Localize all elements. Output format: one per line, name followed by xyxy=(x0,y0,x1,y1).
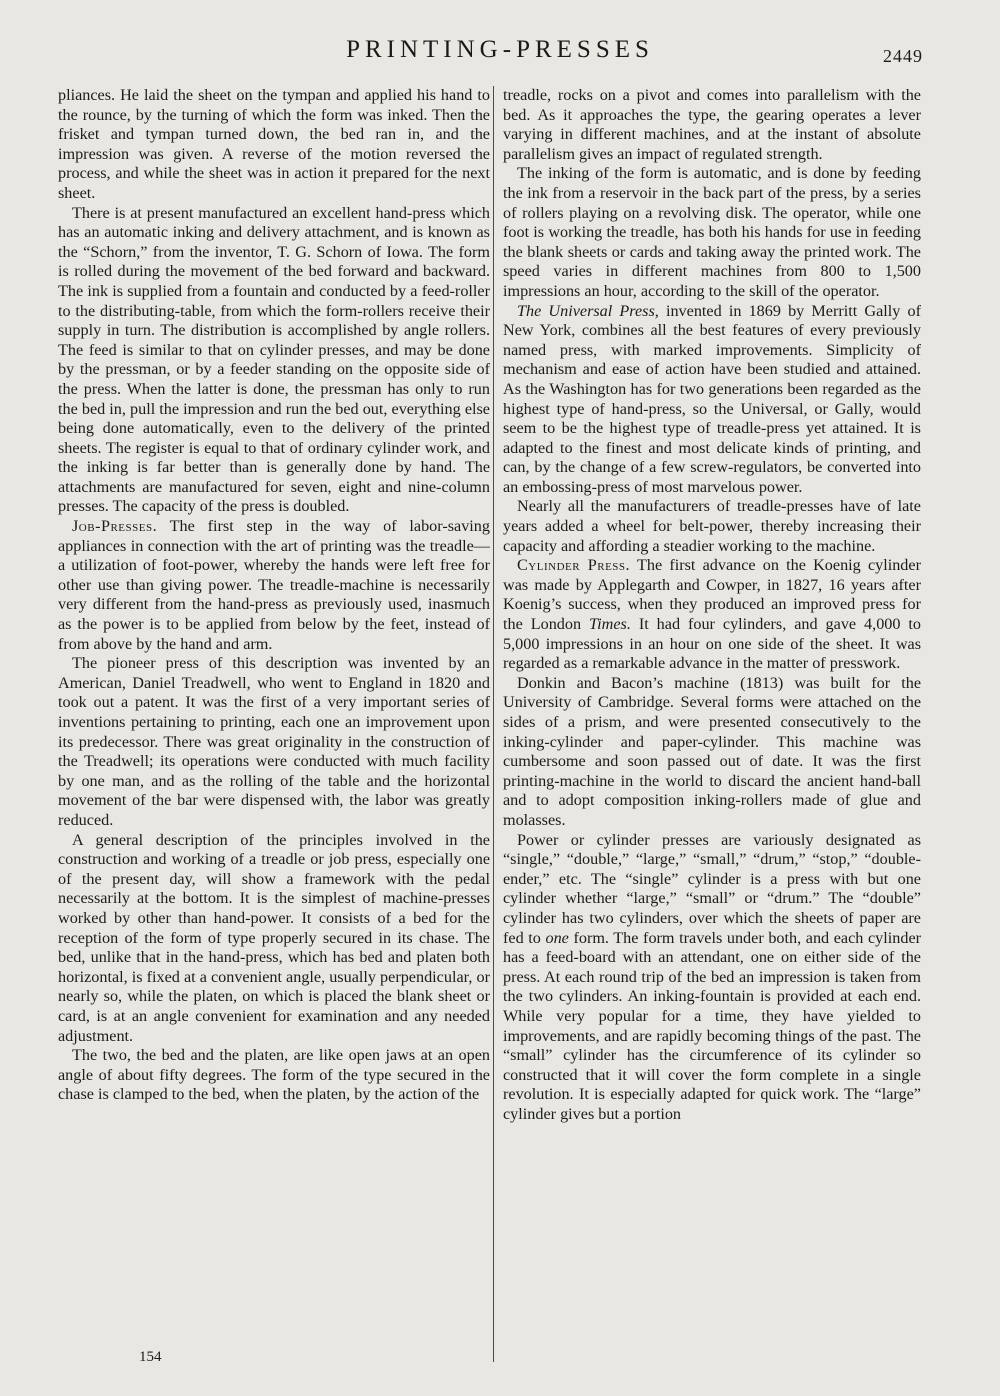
paragraph: The inking of the form is automatic, and is done by feeding the ink from a reservoir in the back part of the press, by a series of rollers playing on a revolving disk. The operator, while one foot is working the treadle, has both his hands for use in feeding the blank sheets or cards and taking away the printed work. The speed varies in different machines from 800 to 1,500 impressions an hour, according to the skill of the operator. xyxy=(503,164,921,300)
paragraph-text: It had four cylinders, and gave 4,000 to 5,000 impressions in an hour on one side of the sheet. It was regarded as a remarkable advance in the matter of presswork. xyxy=(503,615,922,673)
paragraph-text: form. The form travels under both, and each cylinder has a feed-board with an attendant, one on either side of the press. At each round trip of the bed an impression is taken from the two cylinders. An inking-fountain is provided at each end. While very popular for a time, they have yielded to improvements, and are rapidly becoming things of the past. The “small” cylinder has the circumference of its cylinder so constructed that it will cover the form complete in a single revolution. It is especially adapted for quick work. The “large” cylinder gives but a portion xyxy=(503,928,922,1123)
paragraph xyxy=(503,302,921,498)
column-divider xyxy=(493,86,494,1362)
paragraph xyxy=(58,517,490,654)
paragraph: The pioneer press of this description was invented by an American, Daniel Treadwell, who went to England in 1820 and took out a patent. It was the first of a very important series of inventions pertaining to printing, each one an improvement upon its predecessor. There was great originality in the construction of the Treadwell; its operations were conducted with much facility by one man, and as the rolling of the table and the horizontal movement of the bar were dispensed with, the labor was greatly reduced. xyxy=(58,654,490,829)
paragraph: The two, the bed and the platen, are like open jaws at an open angle of about fifty degrees. The form of the type secured in the chase is clamped to the bed, when the platen, by the action of the xyxy=(58,1046,490,1104)
paragraph: Donkin and Bacon’s machine (1813) was built for the University of Cambridge. Several forms were attached on the sides of a prism, and were presented consecutively to the inking-cylinder and paper-cylinder. This machine was cumbersome and soon passed out of date. It was the first printing-machine in the world to discard the ancient hand-ball and to adopt composition inking-rollers made of glue and molasses. xyxy=(503,673,921,829)
paragraph-text: The first step in the way of labor-saving appliances in connection with the art of printing was the treadle—a utilization of foot-power, whereby the hands were left free for other use than giving power. The treadle-machine is necessarily very different from the hand-press as previously used, inasmuch as the power is to be applied from below by the feet, instead of from above by the hand and arm. xyxy=(58,517,490,653)
page-number: 2449 xyxy=(883,46,923,66)
paragraph: treadle, rocks on a pivot and comes into parallelism with the bed. As it approaches the type, the gearing operates a lever varying in different machines, and at the instant of absolute parallelism gives an impact of regulated strength. xyxy=(503,86,921,163)
paragraph: A general description of the principles involved in the construction and working of a treadle or job press, especially one of the present day, will show a framework with the pedal necessarily at the bottom. It is the simplest of machine-presses worked by other than hand-power. It consists of a bed for the reception of the form of type properly secured in its chase. The bed, unlike that in the hand-press, which has bed and platen both horizontal, is fixed at a convenient angle, usually perpendicular, or nearly so, while the platen, on which is placed the blank sheet or card, is at an angle convenient for examination and any needed adjustment. xyxy=(58,830,490,1045)
section-heading: The Universal Press, xyxy=(517,301,659,320)
signature-mark: 154 xyxy=(139,1349,162,1365)
italic-word: Times. xyxy=(589,615,631,634)
page-header xyxy=(0,36,1000,76)
paragraph-text: The first advance on the Koenig cylinder was made by Applegarth and Cowper, in 1827, 16 years after Koenig’s success, when they produced an improved press for the London xyxy=(503,556,921,634)
italic-word: one xyxy=(545,928,569,947)
paragraph xyxy=(503,831,921,1125)
left-column xyxy=(58,86,490,1105)
section-heading: Job-Presses. xyxy=(72,517,158,536)
paragraph: pliances. He laid the sheet on the tympan and applied his hand to the rounce, by the turning of which the form was inked. Then the frisket and tympan turned down, the bed ran in, and the impression was given. A reverse of the motion reversed the process, and while the sheet was in action it prepared for the next sheet. xyxy=(58,86,490,202)
paragraph-text: Power or cylinder presses are variously designated as “single,” “double,” “large,” “small,” “drum,” “stop,” “double-ender,” etc. The “single” cylinder is a press with but one cylinder whether “large,” “small” or “drum.” The “double” cylinder has two cylinders, over which the sheets of paper are fed to xyxy=(503,830,921,947)
paragraph-text: invented in 1869 by Merritt Gally of New York, combines all the best features of every previously named press, with marked improvements. Simplicity of mechanism and ease of action have been studied and attained. As the Washington has for two generations been regarded as the highest type of hand-press, so the Universal, or Gally, would seem to be the highest type of treadle-press yet attained. It is adapted to the finest and most delicate kinds of printing, and can, by the change of a few screw-regulators, be converted into an embossing-press of most marvelous power. xyxy=(503,301,921,496)
right-column xyxy=(503,86,921,1124)
paragraph: There is at present manufactured an excellent hand-press which has an automatic inking and delivery attachment, and is known as the “Schorn,” from the inventor, T. G. Schorn of Iowa. The form is rolled during the movement of the bed forward and backward. The ink is supplied from a fountain and conducted by a feed-roller to the distributing-table, from which the form-rollers receive their supply in turn. The distribution is accomplished by angle rollers. The feed is similar to that on cylinder presses, and may be done by the pressman, or by a feeder standing on the opposite side of the press. When the latter is done, the pressman has only to run the bed in, pull the impression and run the bed out, everything else being done automatically, even to the delivery of the printed sheets. The register is equal to that of ordinary cylinder work, and the inking is far better than is generally done by hand. The attachments are manufactured for seven, eight and nine-column presses. The capacity of the press is doubled. xyxy=(58,203,490,516)
section-heading: Cylinder Press. xyxy=(517,556,631,575)
paragraph: Nearly all the manufacturers of treadle-presses have of late years added a wheel for belt-power, thereby increasing their capacity and affording a steadier working to the machine. xyxy=(503,497,921,555)
running-title: PRINTING-PRESSES xyxy=(346,36,654,63)
paragraph xyxy=(503,556,921,674)
